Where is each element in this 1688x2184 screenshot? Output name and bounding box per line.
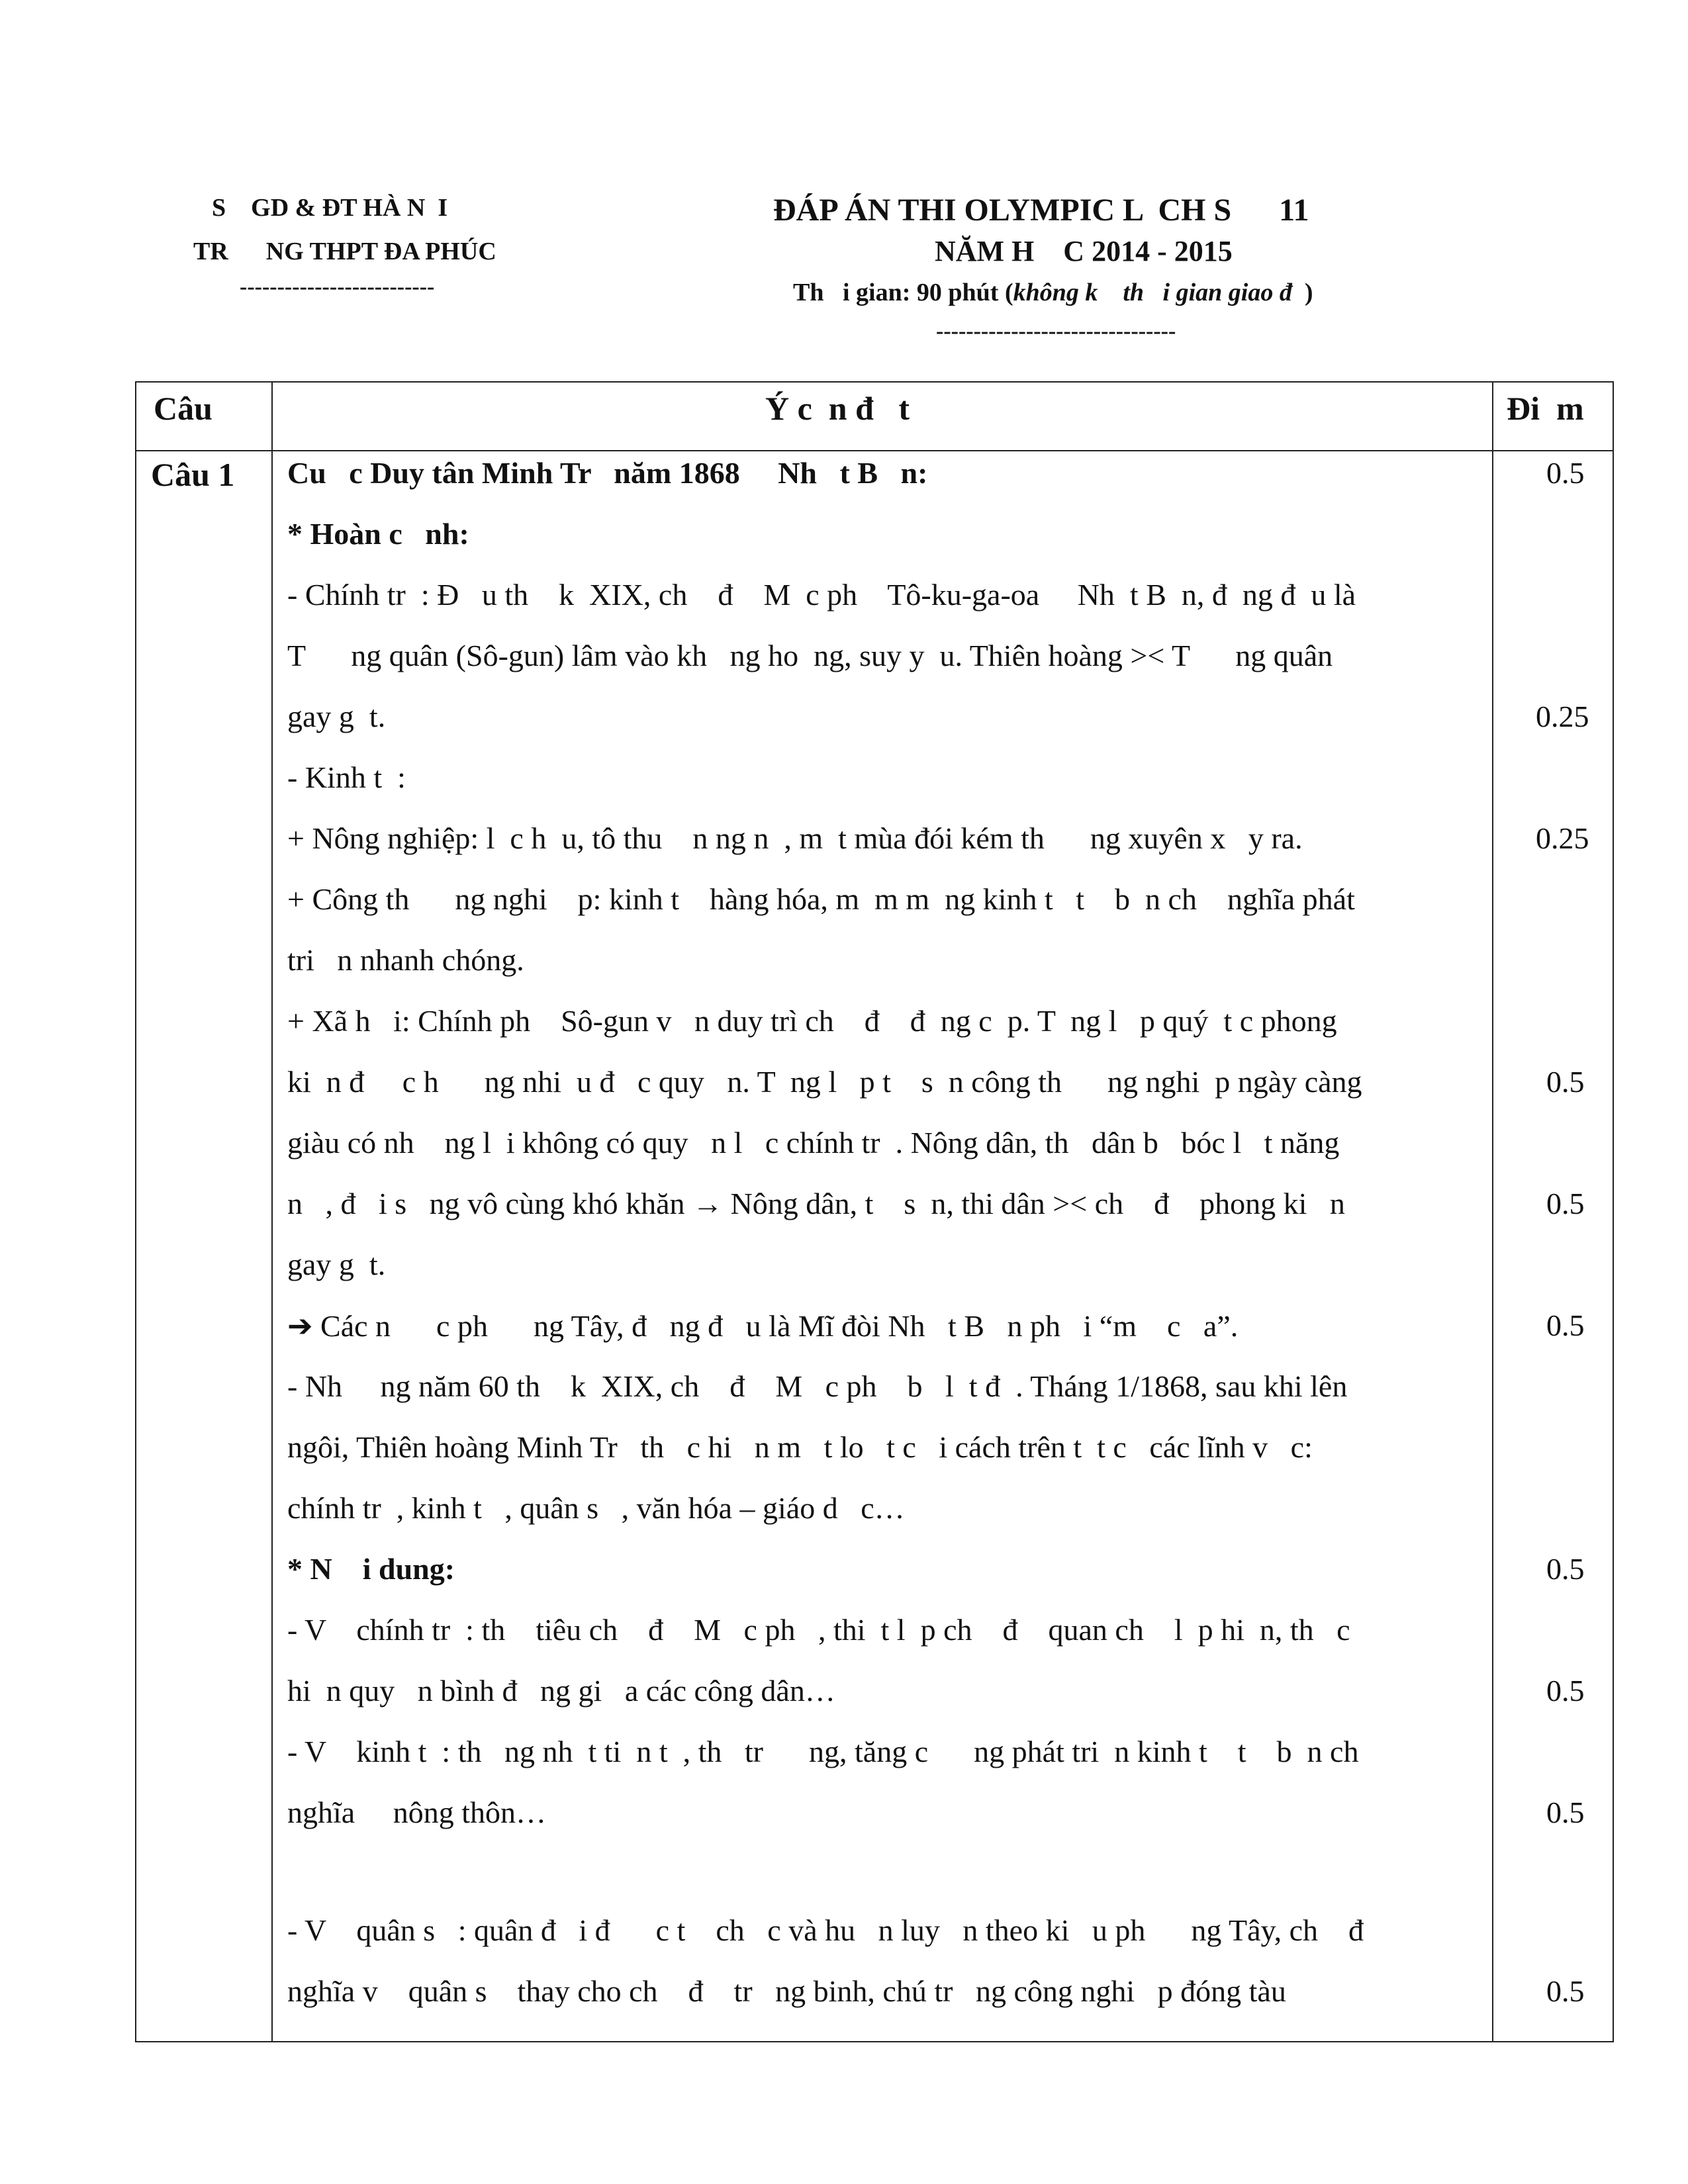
score-value: 0.25	[1536, 700, 1589, 733]
school-year: NĂM H C 2014 - 2015	[935, 235, 1233, 267]
content-line: hi n quy n bình đ ng gi a các công dân…	[287, 1674, 835, 1707]
content-line: Cu c Duy tân Minh Tr năm 1868 Nh t B n:	[287, 456, 928, 490]
content-line: gay g t.	[287, 1248, 386, 1281]
content-line: - V quân s : quân đ i đ c t ch c và hu n luy n theo ki u ph ng Tây, ch đ	[287, 1913, 1364, 1947]
score-value: 0.5	[1546, 1308, 1585, 1342]
content-line: giàu có nh ng l i không có quy n l c chính tr . Nông dân, th dân b bóc l t năng	[287, 1126, 1340, 1160]
content-line: - V kinh t : th ng nh t ti n t , th tr ng, tăng c ng phát tri n kinh t t b n ch	[287, 1735, 1359, 1768]
content-line: - Nh ng năm 60 th k XIX, ch đ M c ph b l t đ . Tháng 1/1868, sau khi lên	[287, 1369, 1348, 1403]
doc-title: ĐÁP ÁN THI OLYMPIC L CH S 11	[773, 193, 1309, 228]
content-line: nghĩa v quân s thay cho ch đ tr ng binh, chú tr ng công nghi p đóng tàu	[287, 1974, 1286, 2008]
score-value: 0.5	[1546, 1674, 1585, 1707]
content-line: + Nông nghiệp: l c h u, tô thu n ng n , m t mùa đói kém th ng xuyên x y ra.	[287, 821, 1303, 855]
score-value: 0.5	[1546, 1796, 1585, 1829]
header-question: Câu	[154, 390, 212, 427]
column-divider	[1492, 383, 1493, 2041]
score-value: 0.5	[1546, 1065, 1585, 1099]
content-line: n , đ i s ng vô cùng khó khăn → Nông dân, t s n, thi dân >< ch đ phong ki n	[287, 1187, 1345, 1220]
content-line: ➔ Các n c ph ng Tây, đ ng đ u là Mĩ đòi Nh t B n ph i “m c a”.	[287, 1309, 1239, 1343]
dept-name: S GD & ĐT HÀ N I	[212, 194, 448, 222]
content-line: T ng quân (Sô-gun) lâm vào kh ng ho ng, suy y u. Thiên hoàng >< T ng quân	[287, 639, 1333, 672]
content-line: - Kinh t :	[287, 760, 406, 794]
content-line: + Công th ng nghi p: kinh t hàng hóa, m m m ng kinh t t b n ch nghĩa phát	[287, 882, 1355, 916]
school-name: TR NG THPT ĐA PHÚC	[193, 238, 496, 265]
content-line: + Xã h i: Chính ph Sô-gun v n duy trì ch đ đ ng c p. T ng l p quý t c phong	[287, 1004, 1337, 1038]
question-number: Câu 1	[151, 456, 235, 493]
content-line: chính tr , kinh t , quân s , văn hóa – giáo d c…	[287, 1491, 905, 1525]
score-value: 0.5	[1546, 1187, 1585, 1220]
header-divider	[136, 450, 1613, 451]
content-line: ngôi, Thiên hoàng Minh Tr th c hi n m t lo t c i cách trên t t c các lĩnh v c:	[287, 1430, 1313, 1464]
content-line: tri n nhanh chóng.	[287, 943, 524, 977]
header-score: Đi m	[1507, 390, 1584, 427]
content-line: * Hoàn c nh:	[287, 517, 469, 551]
exam-time: Th i gian: 90 phút (không k th i gian giao đ )	[793, 279, 1313, 306]
content-line: - V chính tr : th tiêu ch đ M c ph , thi t l p ch đ quan ch l p hi n, th c	[287, 1613, 1350, 1647]
column-divider	[271, 383, 273, 2041]
score-value: 0.5	[1546, 456, 1585, 490]
content-line: nghĩa nông thôn…	[287, 1796, 546, 1829]
content-line: gay g t.	[287, 700, 386, 733]
left-separator: --------------------------	[240, 275, 435, 299]
score-value: 0.5	[1546, 1974, 1585, 2008]
right-separator: --------------------------------	[936, 319, 1176, 343]
score-value: 0.25	[1536, 821, 1589, 855]
content-line: * N i dung:	[287, 1552, 455, 1586]
content-line: - Chính tr : Đ u th k XIX, ch đ M c ph Tô-ku-ga-oa Nh t B n, đ ng đ u là	[287, 578, 1356, 612]
content-line: ki n đ c h ng nhi u đ c quy n. T ng l p t s n công th ng nghi p ngày càng	[287, 1065, 1362, 1099]
header-content: Ý c n đ t	[765, 390, 910, 427]
score-value: 0.5	[1546, 1552, 1585, 1586]
